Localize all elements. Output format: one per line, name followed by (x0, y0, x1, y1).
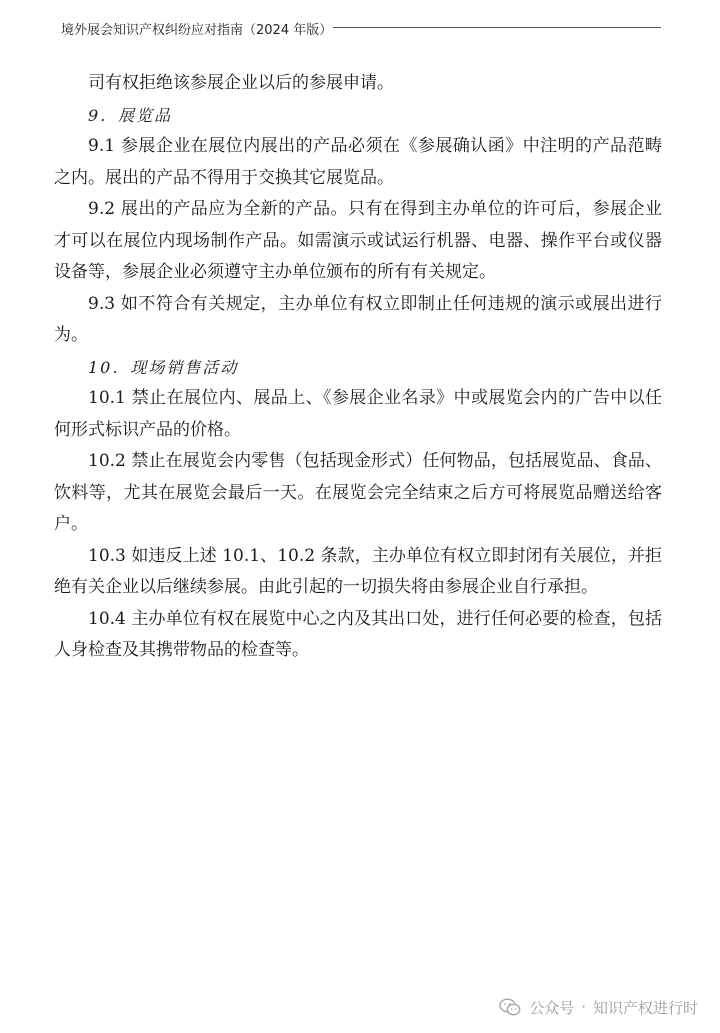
watermark-account: 知识产权进行时 (592, 998, 698, 1017)
paragraph-9-1: 9.1 参展企业在展位内展出的产品必须在《参展确认函》中注明的产品范畴之内。展出的产品不得用于交换其它展览品。 (54, 136, 662, 188)
page-header (61, 14, 661, 42)
section-heading-9: 9．展览品 (88, 105, 173, 125)
header-title: 境外展会知识产权纠纷应对指南（2024 年版） (61, 23, 333, 38)
header-rule (333, 27, 661, 28)
paragraph-continuation: 司有权拒绝该参展企业以后的参展申请。 (88, 73, 394, 93)
document-body (54, 68, 662, 667)
watermark-separator: · (581, 998, 586, 1016)
section-heading-10: 10．现场销售活动 (88, 357, 239, 377)
paragraph-9-3: 9.3 如不符合有关规定，主办单位有权立即制止任何违规的演示或展出进行为。 (54, 293, 662, 345)
watermark-label: 公众号 (529, 998, 575, 1017)
paragraph-9-2: 9.2 展出的产品应为全新的产品。只有在得到主办单位的许可后，参展企业才可以在展位内现场制作产品。如需演示或试运行机器、电器、操作平台或仪器设备等，参展企业必须遵守主办单位颁布的所有有关规定。 (54, 199, 662, 282)
paragraph-10-2: 10.2 禁止在展览会内零售（包括现金形式）任何物品，包括展览品、食品、饮料等，尤其在展览会最后一天。在展览会完全结束之后方可将展览品赠送给客户。 (54, 451, 662, 534)
wechat-icon (499, 998, 521, 1016)
paragraph-10-4: 10.4 主办单位有权在展览中心之内及其出口处，进行任何必要的检查，包括人身检查及其携带物品的检查等。 (54, 608, 662, 660)
paragraph-10-3: 10.3 如违反上述 10.1、10.2 条款，主办单位有权立即封闭有关展位，并拒绝有关企业以后继续参展。由此引起的一切损失将由参展企业自行承担。 (54, 545, 662, 597)
watermark (499, 995, 698, 1019)
paragraph-10-1: 10.1 禁止在展位内、展品上、《参展企业名录》中或展览会内的广告中以任何形式标识产品的价格。 (54, 388, 662, 440)
